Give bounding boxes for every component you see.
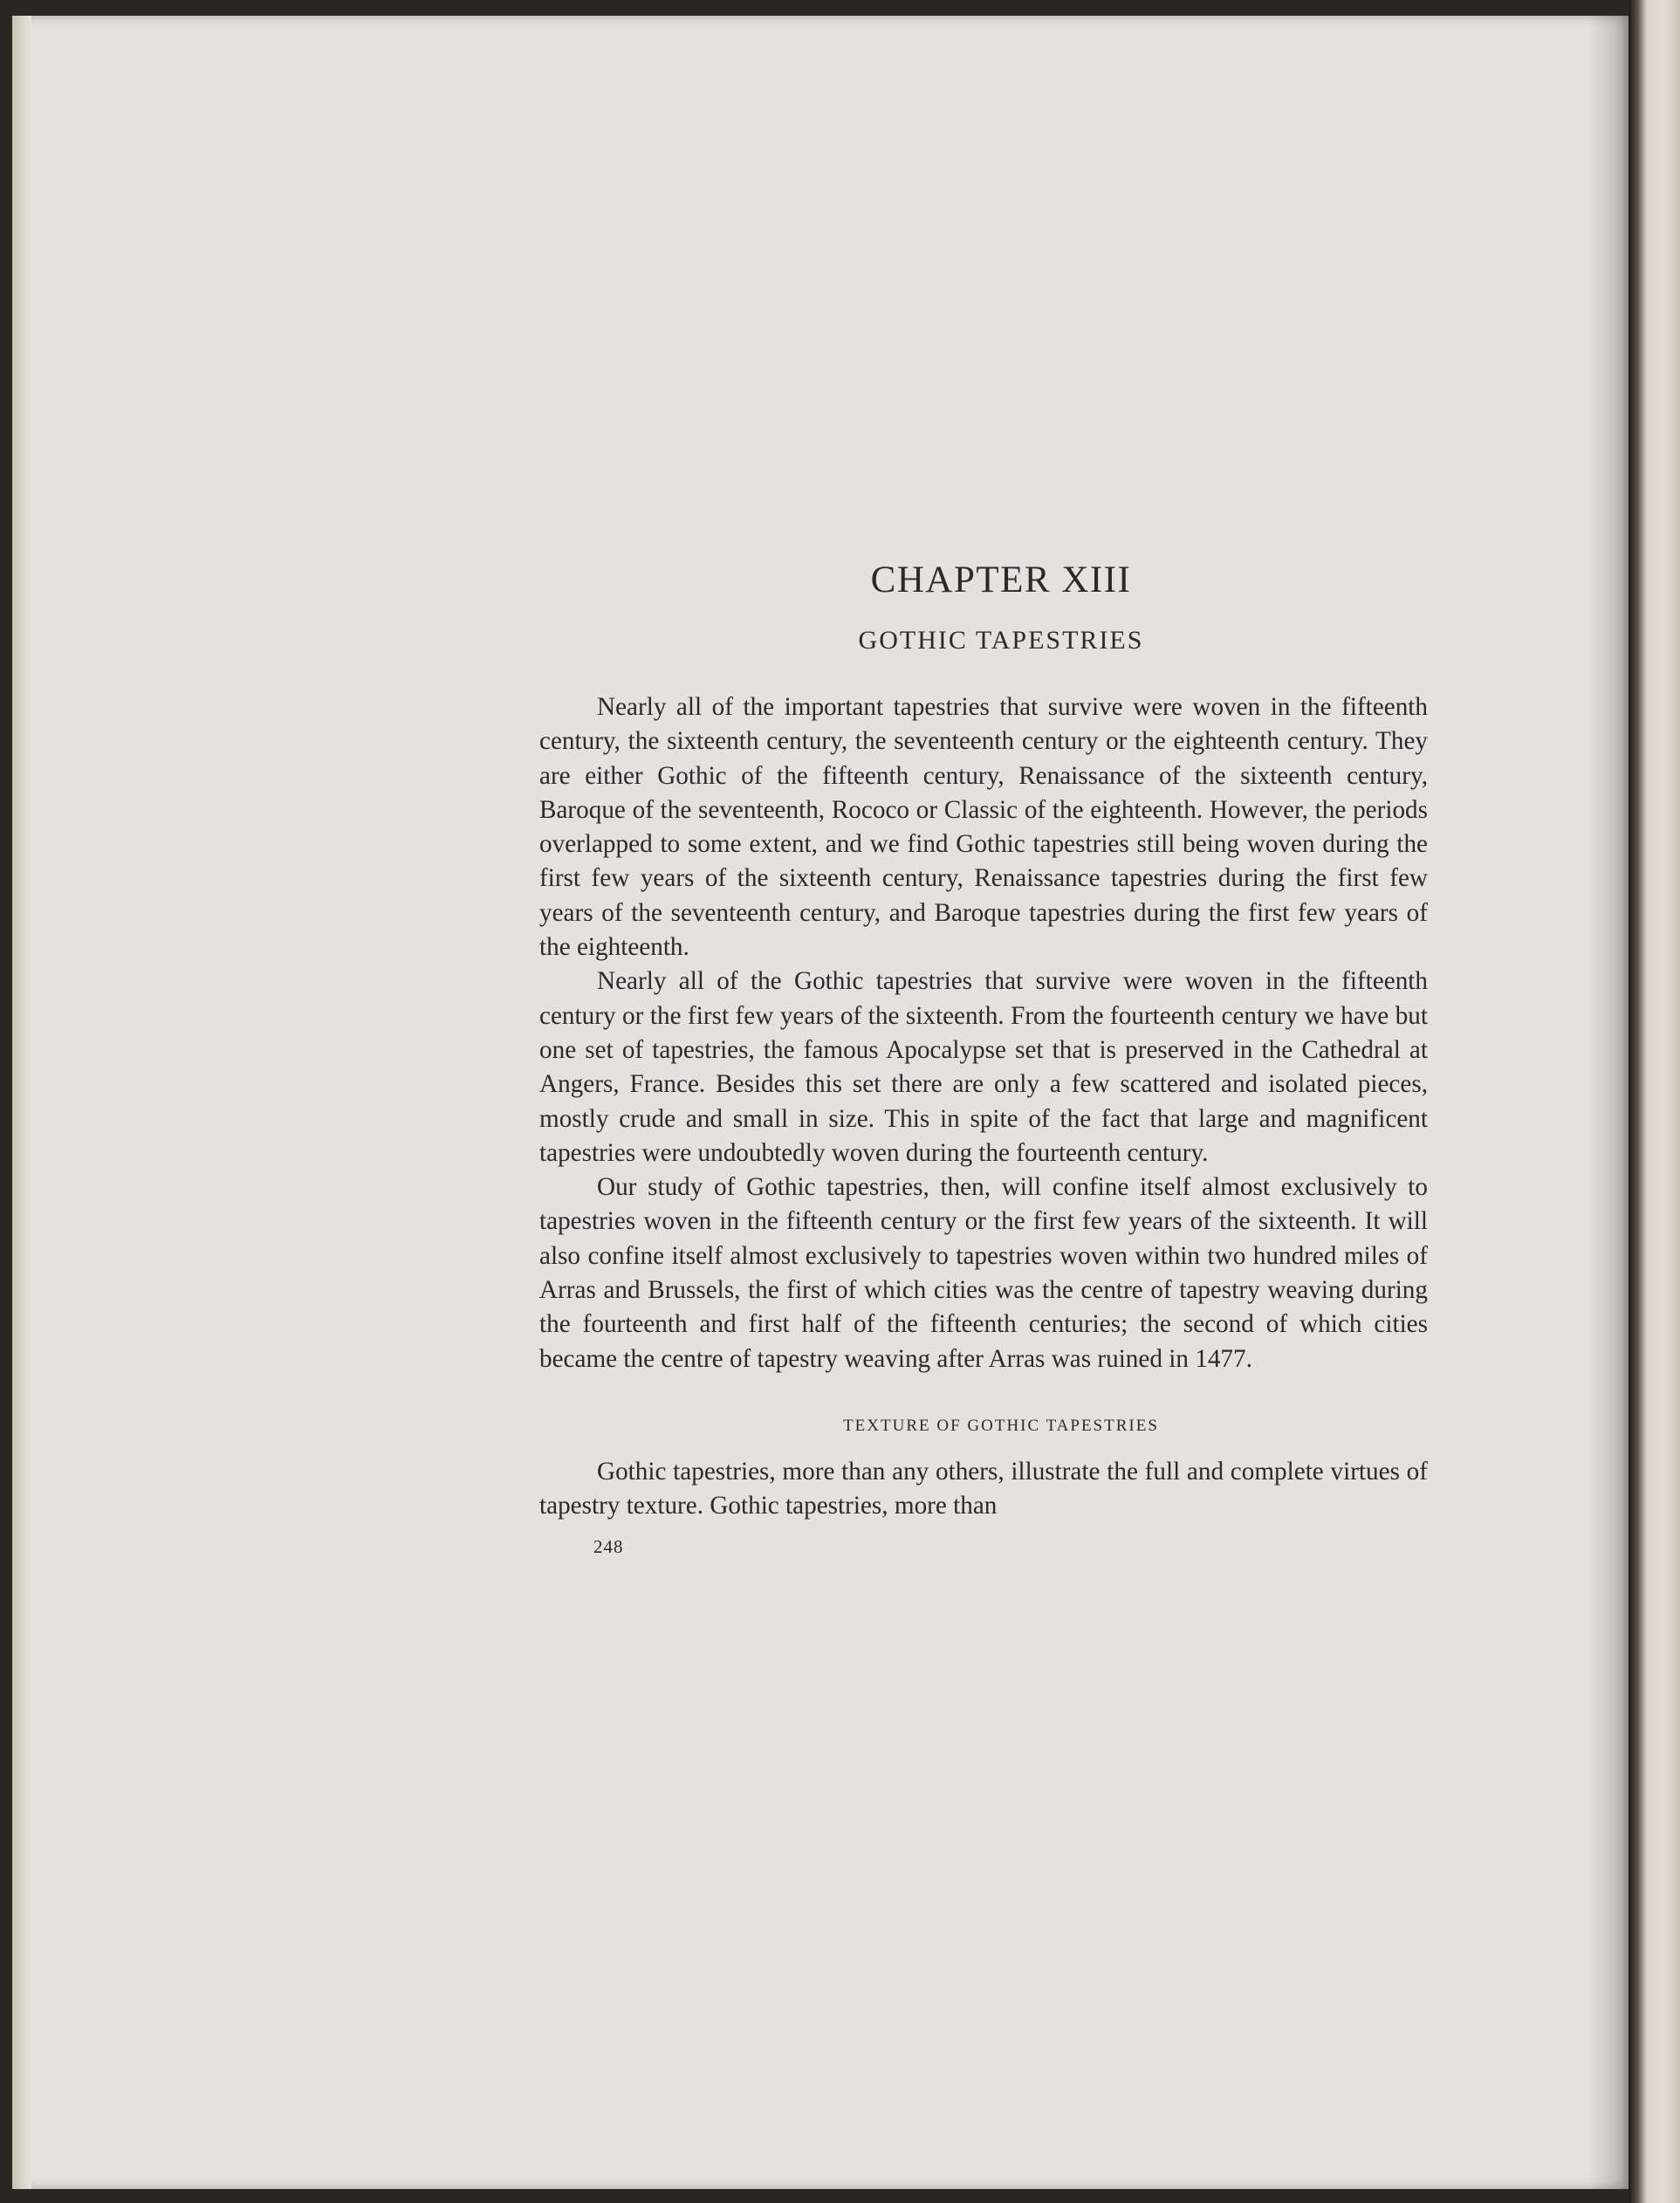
- page-text-block: [539, 559, 1428, 1558]
- paragraph: Nearly all of the important tapestries that survive were woven in the fifteenth century, the sixteenth century, the seventeenth century or the eighteenth century. They are either Gothic of the fifteenth century, Renaissance of the sixteenth century, Baroque of the seventeenth, Rococo or Classic of the eighteenth. However, the periods overlapped to some extent, and we find Gothic tapestries still being woven during the first few years of the sixteenth century, Renaissance tapestries during the first few years of the seventeenth century, and Baroque tapestries during the first few years of the eighteenth.: [539, 693, 1428, 962]
- section-heading: TEXTURE OF GOTHIC TAPESTRIES: [843, 1416, 1159, 1435]
- paragraph: Nearly all of the Gothic tapestries that survive were woven in the fifteenth century or the first few years of the sixteenth. From the fourteenth century we have but one set of tapestries, the famous Apocalypse set that is preserved in the Cathedral at Angers, France. Besides this set there are only a few scattered and isolated pieces, mostly crude and small in size. This in spite of the fact that large and magnificent tapestries were undoubtedly woven during the fourteenth century.: [539, 967, 1428, 1167]
- chapter-subtitle: GOTHIC TAPESTRIES: [858, 626, 1144, 655]
- adjacent-page-edge: [1629, 0, 1680, 2203]
- paragraph: Gothic tapestries, more than any others, illustrate the full and complete virtues of tapestry texture. Gothic tapestries, more than: [539, 1457, 1428, 1520]
- paragraph: Our study of Gothic tapestries, then, will confine itself almost exclusively to tapestries woven in the fifteenth century or the first few years of the sixteenth. It will also confine itself almost exclusively to tapestries woven within two hundred miles of Arras and Brussels, the first of which cities was the centre of tapestry weaving during the fourteenth and first half of the fifteenth centuries; the second of which cities became the centre of tapestry weaving after Arras was ruined in 1477.: [539, 1173, 1428, 1373]
- page-number: 248: [593, 1535, 624, 1557]
- page-edge: [12, 16, 31, 2189]
- chapter-title: CHAPTER XIII: [870, 559, 1132, 601]
- gutter-shadow: [1588, 16, 1629, 2189]
